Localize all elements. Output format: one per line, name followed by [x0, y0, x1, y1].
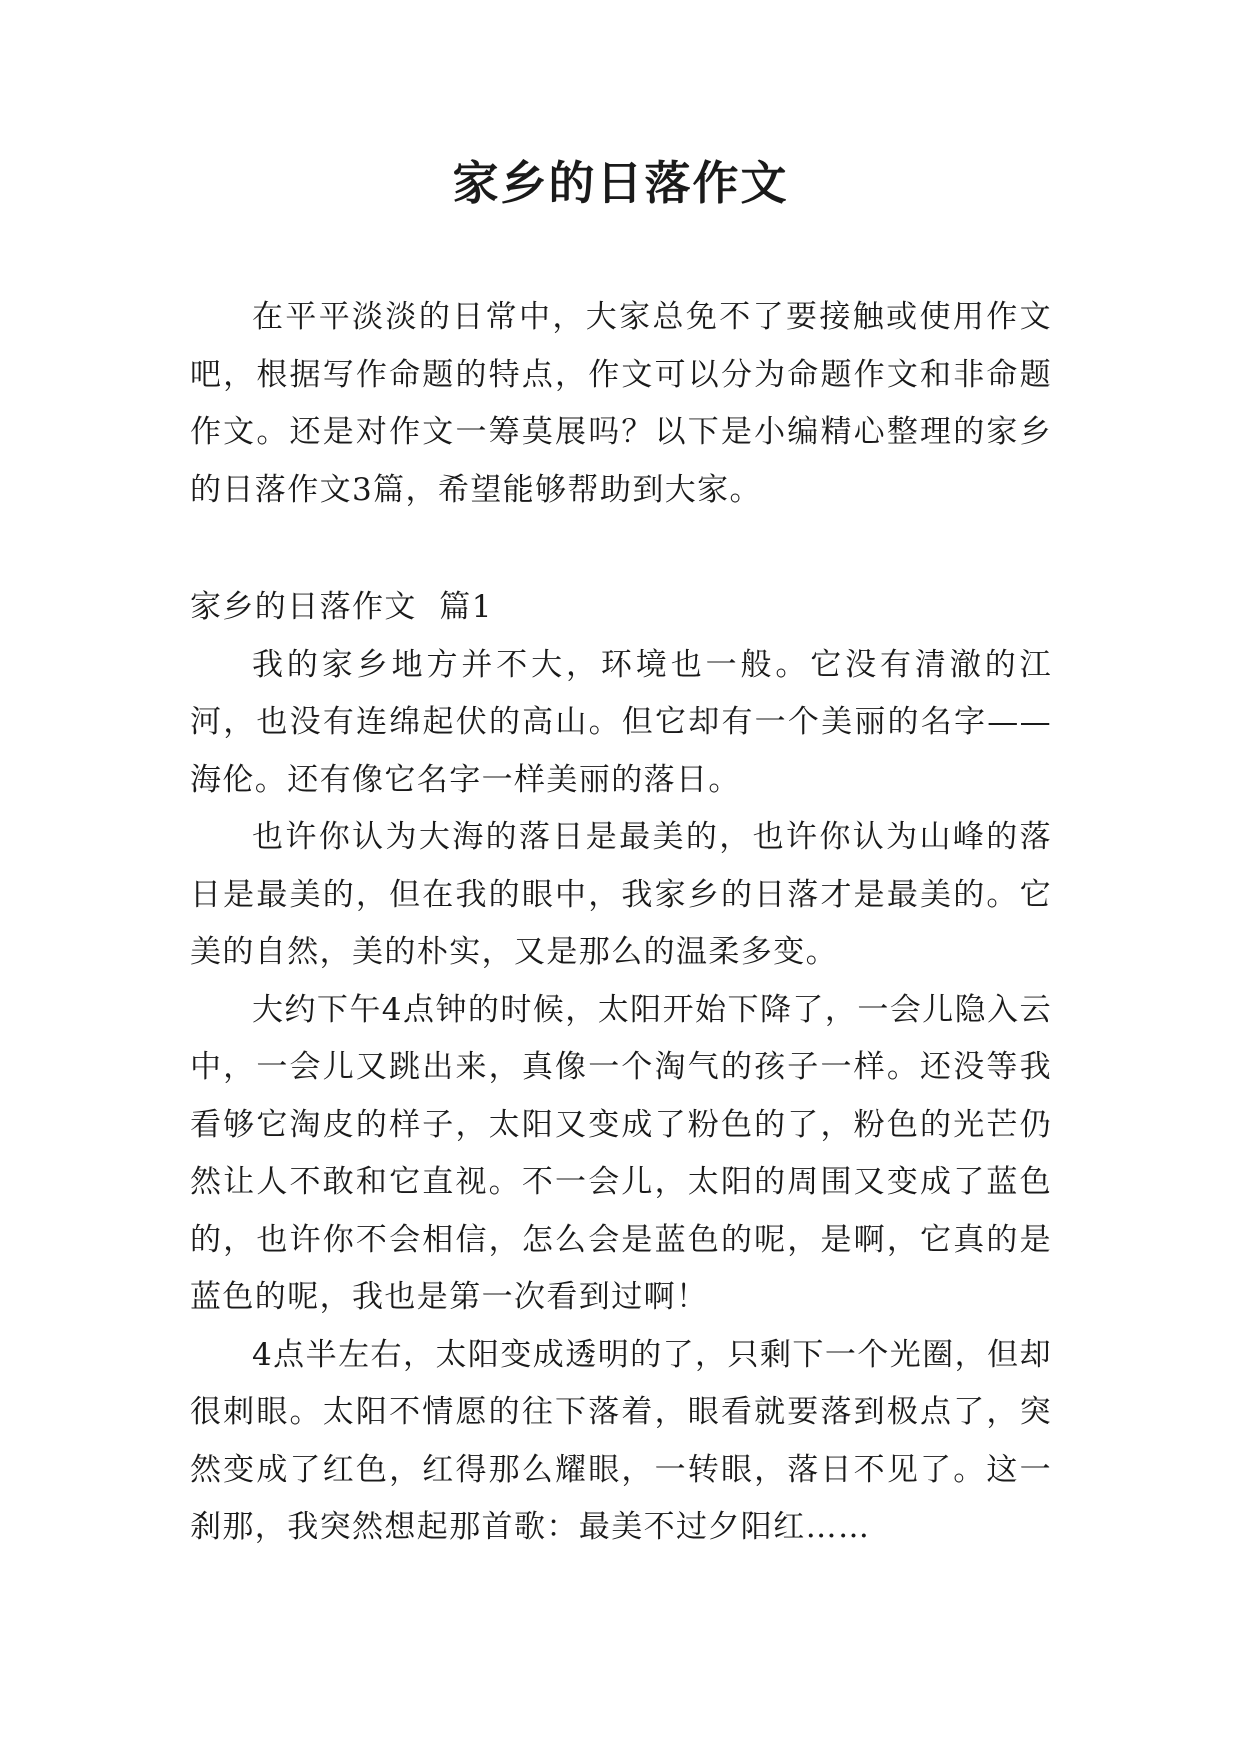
paragraph: 我的家乡地方并不大，环境也一般。它没有清澈的江河，也没有连绵起伏的高山。但它却有一个美丽的名字——海伦。还有像它名字一样美丽的落日。 [190, 646, 1052, 798]
section-heading: 家乡的日落作文 篇1 [190, 589, 493, 625]
intro-section [190, 289, 1052, 519]
paragraph: 4点半左右，太阳变成透明的了，只剩下一个光圈，但却很刺眼。太阳不情愿的往下落着，眼看就要落到极点了，突然变成了红色，红得那么耀眼，一转眼，落日不见了。这一刹那，我突然想起那首歌：最美不过夕阳红…… [190, 1336, 1052, 1545]
document-title: 家乡的日落作文 [452, 156, 789, 210]
paragraph: 也许你认为大海的落日是最美的，也许你认为山峰的落日是最美的，但在我的眼中，我家乡的日落才是最美的。它美的自然，美的朴实，又是那么的温柔多变。 [190, 819, 1052, 970]
article-section [190, 579, 1052, 1557]
paragraph: 大约下午4点钟的时候，太阳开始下降了，一会儿隐入云中，一会儿又跳出来，真像一个淘气的孩子一样。还没等我看够它淘皮的样子，太阳又变成了粉色的了，粉色的光芒仍然让人不敢和它直视。不一会儿，太阳的周围又变成了蓝色的，也许你不会相信，怎么会是蓝色的呢，是啊，它真的是蓝色的呢，我也是第一次看到过啊！ [190, 991, 1052, 1315]
intro-paragraph: 在平平淡淡的日常中，大家总免不了要接触或使用作文吧，根据写作命题的特点，作文可以分为命题作文和非命题作文。还是对作文一筹莫展吗？以下是小编精心整理的家乡的日落作文3篇，希望能够帮助到大家。 [190, 299, 1052, 508]
